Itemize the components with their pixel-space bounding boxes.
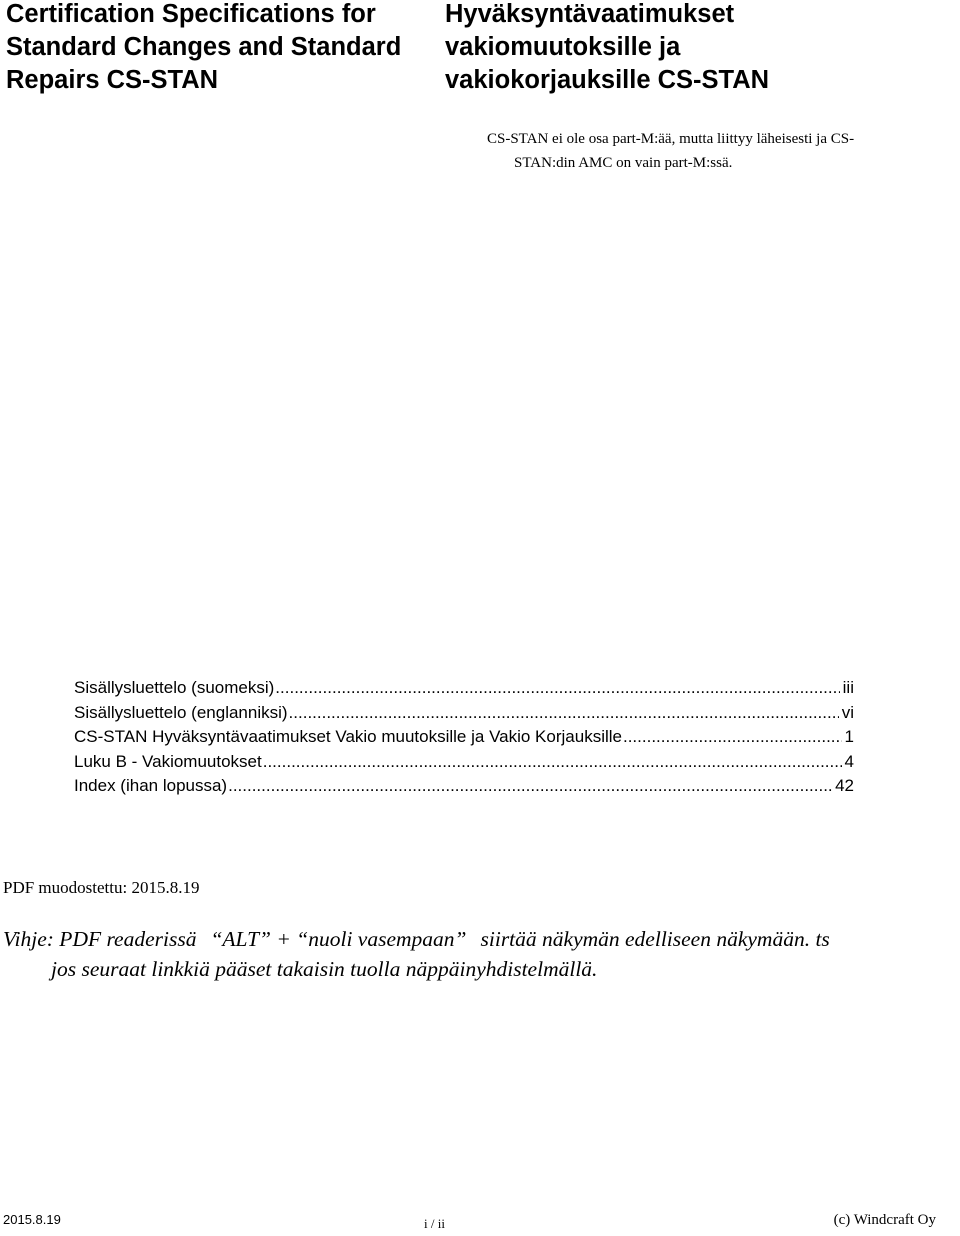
scope-note-line-1: CS-STAN ei ole osa part-M:ää, mutta liittyy läheisesti ja CS- [487, 131, 855, 147]
scope-note [487, 127, 927, 175]
toc-leader-dots [289, 701, 839, 726]
toc-entry-cs-stan[interactable] [74, 725, 854, 750]
document-title-english [6, 0, 401, 97]
footer-date: 2015.8.19 [3, 1212, 61, 1227]
toc-entry-label[interactable]: Index (ihan lopussa) [74, 776, 228, 795]
title-en-line-3: Repairs CS-STAN [6, 66, 219, 94]
toc-entry-page[interactable]: 42 [835, 776, 854, 795]
footer-copyright: (c) Windcraft Oy [833, 1212, 936, 1228]
toc-leader-dots [275, 676, 839, 701]
toc-leader-dots [263, 750, 842, 775]
toc-leader-dots [228, 774, 832, 799]
toc-entry-index[interactable] [74, 774, 854, 799]
toc-entry-label[interactable]: CS-STAN Hyväksyntävaatimukset Vakio muutoksille ja Vakio Korjauksille [74, 727, 622, 746]
hint-alt-key: “ALT” [210, 927, 272, 951]
toc-entry-label[interactable]: Sisällysluettelo (suomeksi) [74, 678, 275, 697]
footer-page-number: i / ii [424, 1216, 445, 1231]
hint-plus: + [271, 927, 297, 951]
navigation-hint [3, 924, 960, 984]
title-en-line-1: Certification Specifications for [6, 0, 376, 28]
hint-rest: siirtää näkymän edelliseen näkymään. ts [480, 927, 830, 951]
title-fi-line-3: vakiokorjauksille CS-STAN [445, 66, 770, 94]
title-fi-line-1: Hyväksyntävaatimukset [445, 0, 735, 28]
toc-entry-label[interactable]: Luku B - Vakiomuutokset [74, 751, 262, 771]
toc-leader-dots [623, 725, 842, 750]
title-en-line-2: Standard Changes and Standard [6, 33, 402, 61]
hint-prefix: Vihje: PDF readerissä [3, 927, 197, 951]
toc-entry-page[interactable]: iii [842, 678, 854, 697]
toc-entry-label[interactable]: Sisällysluettelo (englanniksi) [74, 702, 288, 722]
scope-note-line-2: STAN:din AMC on vain part-M:ssä. [514, 155, 733, 171]
toc-entry-page[interactable]: 4 [844, 751, 854, 771]
title-fi-line-2: vakiomuutoksille ja [445, 33, 681, 61]
hint-line-2: jos seuraat linkkiä pääset takaisin tuolla näppäinyhdistelmällä. [51, 957, 598, 981]
pdf-generated-date: PDF muodostettu: 2015.8.19 [3, 878, 200, 897]
toc-entry-contents-english[interactable] [74, 701, 854, 726]
toc-entry-chapter-b[interactable] [74, 750, 854, 775]
toc-entry-page[interactable]: vi [841, 702, 854, 722]
toc-entry-contents-finnish[interactable] [74, 676, 854, 701]
table-of-contents [74, 676, 854, 799]
toc-entry-page[interactable]: 1 [844, 727, 854, 746]
document-title-finnish [445, 0, 769, 97]
hint-arrow-key: “nuoli vasempaan” [296, 927, 467, 951]
